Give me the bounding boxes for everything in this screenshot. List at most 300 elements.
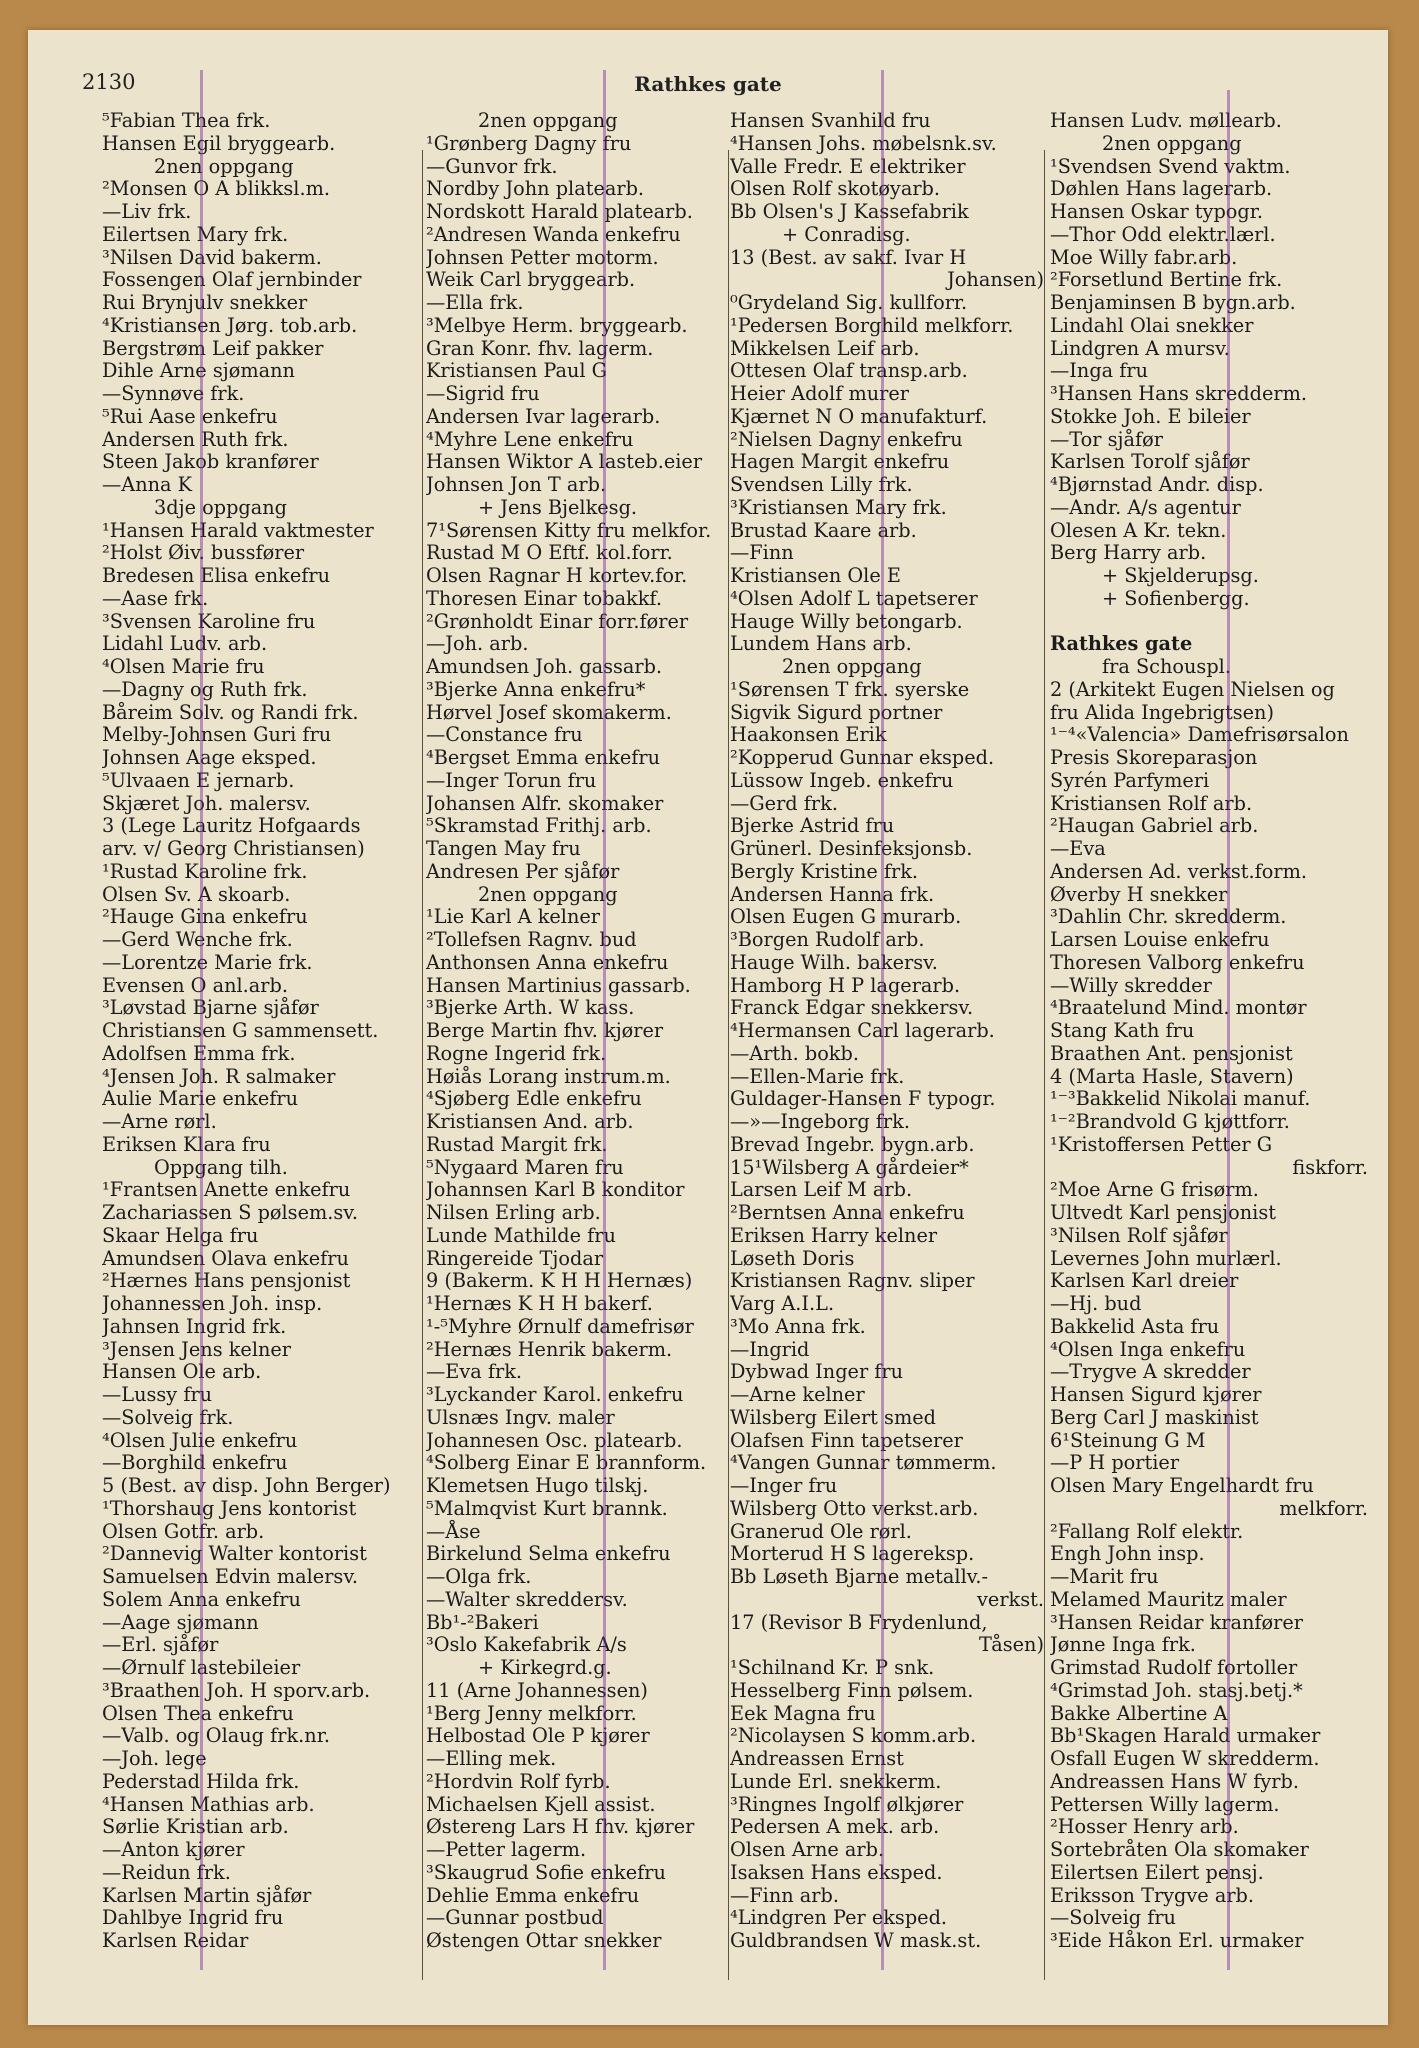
directory-entry: Andresen Per sjåfør (426, 859, 620, 883)
directory-entry: 3 (Lege Lauritz Hofgaards (102, 814, 361, 838)
directory-entry: Valle Fredr. E elektriker (730, 154, 966, 178)
directory-entry: Bjerke Astrid fru (730, 814, 895, 838)
directory-entry: Båreim Solv. og Randi frk. (102, 700, 359, 724)
directory-entry: Thoresen Einar tobakkf. (426, 586, 663, 610)
directory-entry: Sortebråten Ola skomaker (1050, 1838, 1309, 1861)
directory-entry: 3dje oppgang (154, 495, 288, 519)
directory-entry: Rui Brynjulv snekker (102, 291, 308, 314)
directory-entry: Steen Jakob kranfører (102, 450, 319, 474)
directory-entry: —Willy skredder (1050, 973, 1212, 997)
directory-entry: Skjæret Joh. malersv. (102, 791, 311, 815)
directory-entry: Hansen Wiktor A lasteb.eier (426, 450, 703, 474)
directory-entry: Ultvedt Karl pensjonist (1050, 1201, 1276, 1224)
directory-entry: ²Andresen Wanda enkefru (426, 222, 681, 246)
directory-entry: Pettersen Willy lagerm. (1050, 1792, 1280, 1816)
directory-entry: ¹⁻³Bakkelid Nikolai manuf. (1050, 1087, 1311, 1111)
directory-entry: Eek Magna fru (730, 1701, 876, 1725)
directory-entry: Pedersen A mek. arb. (730, 1815, 940, 1839)
directory-entry: ²Moe Arne G frisørm. (1050, 1178, 1259, 1202)
directory-entry: Andersen Hanna frk. (730, 882, 935, 906)
directory-entry: Karlsen Torolf sjåfør (1050, 450, 1250, 474)
directory-entry: Østereng Lars H fhv. kjører (426, 1815, 695, 1839)
directory-entry: arv. v/ Georg Christiansen) (102, 837, 365, 860)
directory-entry: ²Hernæs Henrik bakerm. (426, 1337, 673, 1361)
column-divider (422, 150, 423, 1980)
directory-entry: 2 (Arkitekt Eugen Nielsen og (1050, 677, 1335, 701)
directory-entry: Braathen Ant. pensjonist (1050, 1041, 1293, 1065)
directory-entry: Franck Edgar snekkersv. (730, 996, 974, 1020)
directory-entry: —Andr. A/s agentur (1050, 495, 1241, 519)
directory-entry: Bb Olsen's J Kassefabrik (730, 200, 969, 223)
directory-entry: ²Kopperud Gunnar eksped. (730, 746, 995, 769)
directory-entry: —Eva (1050, 837, 1106, 860)
directory-entry: Eilertsen Eilert pensj. (1050, 1860, 1264, 1884)
directory-entry: Brustad Kaare arb. (730, 518, 917, 542)
directory-entry: —Walter skreddersv. (426, 1587, 628, 1611)
directory-entry: Hansen Ole arb. (102, 1360, 262, 1384)
directory-entry: Johansen Alfr. skomaker (426, 791, 664, 815)
page-number: 2130 (82, 70, 136, 94)
directory-entry: Olsen Rolf skotøyarb. (730, 177, 941, 201)
directory-entry: + Skjelderupsg. (1102, 564, 1259, 587)
directory-entry: Rathkes gate (1050, 632, 1193, 656)
directory-entry: Hansen Ludv. møllearb. (1050, 110, 1282, 132)
directory-entry: Rogne Ingerid frk. (426, 1041, 607, 1065)
directory-entry: —P H portier (1050, 1451, 1180, 1475)
directory-entry: Mikkelsen Leif arb. (730, 336, 920, 360)
directory-entry: ⁴Bergset Emma enkefru (426, 746, 661, 769)
directory-entry: Granerud Ole rørl. (730, 1519, 912, 1543)
directory-entry: —Anton kjører (102, 1838, 245, 1861)
directory-entry: ²Fallang Rolf elektr. (1050, 1519, 1244, 1543)
directory-entry: Ringereide Tjodar (426, 1246, 604, 1270)
directory-entry: ¹Frantsen Anette enkefru (102, 1178, 351, 1202)
directory-entry: ⁵Skramstad Frithj. arb. (426, 814, 652, 838)
directory-entry: Døhlen Hans lagerarb. (1050, 177, 1273, 201)
directory-entry: —Gerd frk. (730, 791, 838, 815)
directory-entry: Ulsnæs Ingv. maler (426, 1405, 615, 1429)
directory-entry: Amundsen Joh. gassarb. (426, 655, 663, 678)
directory-entry: fiskforr. (1292, 1155, 1368, 1179)
directory-entry: —Lorentze Marie frk. (102, 950, 313, 974)
directory-entry: Larsen Louise enkefru (1050, 928, 1270, 951)
directory-entry: Gran Konr. fhv. lagerm. (426, 336, 654, 360)
directory-entry: + Conradisg. (782, 222, 911, 246)
directory-entry: Hansen Martinius gassarb. (426, 973, 691, 997)
directory-entry: —Eva frk. (426, 1360, 523, 1384)
directory-entry: Dybwad Inger fru (730, 1360, 904, 1384)
directory-entry: ¹Svendsen Svend vaktm. (1050, 154, 1291, 178)
directory-entry: Olsen Ragnar H kortev.for. (426, 564, 688, 587)
directory-entry: ⁴Hermansen Carl lagerarb. (730, 1019, 995, 1042)
directory-entry: ¹Hernæs K H H bakerf. (426, 1292, 653, 1315)
directory-entry: Svendsen Lilly frk. (730, 473, 913, 496)
directory-entry: Morterud H S lagereksp. (730, 1542, 975, 1566)
directory-entry: Levernes John murlærl. (1050, 1246, 1282, 1270)
directory-entry: Osfall Eugen W skredderm. (1050, 1747, 1320, 1770)
directory-entry: Jønne Inga frk. (1050, 1633, 1196, 1657)
directory-entry: ³Lyckander Karol. enkefru (426, 1383, 684, 1406)
directory-entry: —Aase frk. (102, 586, 209, 610)
directory-entry: ³Bjerke Anna enkefru* (426, 677, 646, 701)
directory-entry: ²Haugan Gabriel arb. (1050, 814, 1259, 838)
pen-mark (881, 70, 884, 1970)
directory-entry: —Joh. arb. (426, 632, 529, 656)
directory-column-1 (102, 110, 414, 1990)
directory-entry: verkst. (977, 1587, 1044, 1611)
directory-entry: ²Hordvin Rolf fyrb. (426, 1769, 611, 1793)
directory-entry: Varg A.I.L. (730, 1292, 835, 1315)
directory-entry: ³Svensen Karoline fru (102, 609, 316, 633)
directory-entry: ¹Hansen Harald vaktmester (102, 518, 374, 542)
directory-entry: 2nen oppgang (782, 655, 922, 678)
directory-entry: —Arth. bokb. (730, 1041, 859, 1065)
directory-entry (1050, 611, 1372, 634)
directory-entry: —Åse (426, 1519, 481, 1543)
directory-entry: Bb¹-²Bakeri (426, 1610, 539, 1634)
directory-entry: ¹-⁵Myhre Ørnulf damefrisør (426, 1314, 694, 1338)
directory-entry: + Jens Bjelkesg. (478, 495, 638, 519)
directory-entry: Karlsen Reidar (102, 1929, 249, 1952)
directory-entry: Johannessen Joh. insp. (102, 1292, 323, 1315)
directory-entry: ¹Berg Jenny melkforr. (426, 1701, 637, 1725)
directory-entry: Michaelsen Kjell assist. (426, 1792, 656, 1816)
directory-entry: ³Hansen Reidar kranfører (1050, 1610, 1303, 1634)
directory-entry: 2nen oppgang (1102, 131, 1242, 155)
directory-entry: ³Kristiansen Mary frk. (730, 495, 947, 519)
directory-entry: ⁴Olsen Julie enkefru (102, 1428, 298, 1452)
directory-entry: Kjærnet N O manufakturf. (730, 404, 988, 428)
directory-entry: —Valb. og Olaug frk.nr. (102, 1724, 330, 1748)
directory-entry: ²Holst Øiv. bussfører (102, 541, 305, 565)
directory-entry: Lunde Erl. snekkerm. (730, 1769, 942, 1793)
directory-entry: ⁴Grimstad Joh. stasj.betj.* (1050, 1678, 1303, 1702)
directory-entry: Johannsen Karl B konditor (426, 1178, 685, 1202)
directory-entry: —Inger fru (730, 1474, 838, 1497)
directory-entry: ⁴Myhre Lene enkefru (426, 427, 634, 451)
directory-entry: Andersen Ivar lagerarb. (426, 404, 661, 428)
directory-entry: Kristiansen Rolf arb. (1050, 791, 1253, 815)
pen-mark (603, 70, 606, 1970)
directory-entry: Rustad Margit frk. (426, 1132, 608, 1156)
directory-entry: —Inger Torun fru (426, 768, 597, 792)
directory-entry: Larsen Leif M arb. (730, 1178, 913, 1202)
directory-entry: + Kirkegrd.g. (478, 1656, 612, 1679)
directory-entry: ²Nicolaysen S komm.arb. (730, 1724, 977, 1748)
directory-entry: 7¹Sørensen Kitty fru melkfor. (426, 518, 712, 542)
directory-entry: —Trygve A skredder (1050, 1360, 1251, 1384)
directory-entry: ⁴Olsen Marie fru (102, 655, 265, 678)
directory-entry: —Arne kelner (730, 1383, 865, 1406)
directory-entry: —Ella frk. (426, 291, 524, 314)
directory-entry: —Hj. bud (1050, 1292, 1142, 1315)
directory-entry: ³Bjerke Arth. W kass. (426, 996, 635, 1020)
directory-entry: ³Oslo Kakefabrik A/s (426, 1633, 627, 1657)
directory-entry: Lindgren A mursv. (1050, 336, 1230, 360)
directory-entry: Olesen A Kr. tekn. (1050, 518, 1227, 542)
directory-entry: 15¹Wilsberg A gårdeier* (730, 1155, 969, 1179)
directory-entry: Andreassen Ernst (730, 1747, 904, 1770)
directory-entry: Hauge Wilh. bakersv. (730, 950, 938, 974)
directory-entry: Skaar Helga fru (102, 1223, 259, 1247)
directory-entry: Kristiansen Ole E (730, 564, 901, 587)
directory-entry: —Liv frk. (102, 200, 192, 223)
directory-entry: —Elling mek. (426, 1747, 557, 1770)
directory-entry: 2nen oppgang (154, 154, 294, 178)
directory-entry: ¹Thorshaug Jens kontorist (102, 1496, 357, 1520)
page-title: Rathkes gate (634, 72, 782, 96)
directory-entry: Adolfsen Emma frk. (102, 1041, 296, 1065)
directory-entry: Lüssow Ingeb. enkefru (730, 768, 954, 792)
directory-entry: Eriksen Klara fru (102, 1132, 271, 1156)
directory-entry: Heier Adolf murer (730, 382, 910, 405)
directory-entry: —Gunvor frk. (426, 154, 558, 178)
directory-entry: Evensen O anl.arb. (102, 973, 288, 997)
directory-entry: ³Nilsen David bakerm. (102, 245, 322, 269)
directory-entry: 4 (Marta Hasle, Stavern) (1050, 1064, 1294, 1088)
directory-entry: Berg Carl J maskinist (1050, 1405, 1259, 1429)
directory-entry: Eilertsen Mary frk. (102, 222, 289, 246)
directory-entry: Christiansen G sammensett. (102, 1019, 379, 1042)
directory-entry: —Gunnar postbud (426, 1906, 604, 1930)
directory-entry: Zachariassen S pølsem.sv. (102, 1201, 359, 1224)
directory-entry: ¹⁻⁴«Valencia» Damefrisørsalon (1050, 723, 1349, 747)
directory-entry: ⁴Vangen Gunnar tømmerm. (730, 1451, 997, 1475)
directory-entry: Samuelsen Edvin malersv. (102, 1565, 359, 1588)
directory-entry: ⁴Solberg Einar E brannform. (426, 1451, 707, 1475)
directory-entry: Fossengen Olaf jernbinder (102, 268, 362, 292)
directory-entry: Amundsen Olava enkefru (102, 1246, 349, 1270)
directory-entry: Solem Anna enkefru (102, 1587, 301, 1611)
directory-entry: Helbostad Ole P kjører (426, 1724, 650, 1748)
directory-entry: 11 (Arne Johannessen) (426, 1678, 648, 1702)
directory-entry: —Petter lagerm. (426, 1838, 587, 1861)
directory-entry: —Ellen-Marie frk. (730, 1064, 905, 1088)
directory-entry: ³Melbye Herm. bryggearb. (426, 313, 688, 337)
directory-entry: —»—Ingeborg frk. (730, 1110, 910, 1133)
directory-entry: ⁴Hansen Johs. møbelsnk.sv. (730, 131, 997, 155)
directory-entry: Weik Carl bryggearb. (426, 268, 636, 292)
directory-entry: —Synnøve frk. (102, 382, 245, 405)
directory-entry: ⁵Fabian Thea frk. (102, 110, 271, 132)
directory-entry: ³Hansen Hans skredderm. (1050, 382, 1307, 405)
directory-entry: —Ørnulf lastebileier (102, 1656, 301, 1679)
directory-entry: 9 (Bakerm. K H H Hernæs) (426, 1269, 693, 1293)
directory-entry: Nordby John platearb. (426, 177, 645, 201)
directory-column-3 (730, 110, 1048, 1990)
directory-entry: ²Grønholdt Einar forr.fører (426, 609, 689, 633)
directory-entry: Hamborg H P lagerarb. (730, 973, 961, 997)
directory-entry: —Ingrid (730, 1337, 810, 1361)
directory-entry: ¹Schilnand Kr. P snk. (730, 1656, 935, 1679)
directory-column-2 (426, 110, 744, 1990)
directory-entry: Nilsen Erling arb. (426, 1201, 601, 1224)
directory-entry: —Anna K (102, 473, 193, 496)
directory-entry: Olafsen Finn tapetserer (730, 1428, 963, 1452)
pen-mark (200, 70, 203, 1970)
directory-entry: —Dagny og Ruth frk. (102, 677, 308, 701)
directory-entry: Wilsberg Otto verkst.arb. (730, 1496, 979, 1520)
directory-entry: Johnsen Aage eksped. (102, 746, 317, 769)
directory-entry: Johnsen Jon T arb. (426, 473, 607, 496)
directory-entry: 13 (Best. av sakf. Ivar H (730, 245, 967, 269)
directory-entry: Klemetsen Hugo tilskj. (426, 1474, 649, 1497)
directory-entry: 6¹Steinung G M (1050, 1428, 1206, 1452)
directory-entry: —Aage sjømann (102, 1610, 259, 1634)
directory-entry: ²Hosser Henry arb. (1050, 1815, 1239, 1839)
directory-entry: ²Tollefsen Ragnv. bud (426, 928, 637, 951)
directory-entry: Engh John insp. (1050, 1542, 1205, 1566)
directory-entry: Pederstad Hilda frk. (102, 1769, 300, 1793)
directory-entry: ⁴Olsen Adolf L tapetserer (730, 586, 978, 610)
directory-entry: Johannesen Osc. platearb. (426, 1428, 683, 1452)
directory-entry: Kristiansen And. arb. (426, 1110, 634, 1133)
directory-entry: Hansen Egil bryggearb. (102, 131, 336, 155)
directory-entry: Hauge Willy betongarb. (730, 609, 963, 633)
directory-entry: Grimstad Rudolf fortoller (1050, 1656, 1298, 1679)
directory-entry: Olsen Thea enkefru (102, 1701, 294, 1725)
directory-entry: Hansen Oskar typogr. (1050, 200, 1263, 223)
directory-entry: Lunde Mathilde fru (426, 1223, 616, 1247)
directory-entry: Eriksson Trygve arb. (1050, 1883, 1255, 1907)
directory-entry: ⁵Ulvaaen E jernarb. (102, 768, 295, 792)
directory-entry: ²Dannevig Walter kontorist (102, 1542, 367, 1566)
directory-entry: fra Schouspl. (1102, 655, 1231, 678)
directory-entry: Høiås Lorang instrum.m. (426, 1064, 671, 1088)
directory-entry: ¹Lie Karl A kelner (426, 905, 601, 929)
directory-entry: ¹Kristoffersen Petter G (1050, 1132, 1273, 1156)
directory-entry: Eriksen Harry kelner (730, 1223, 938, 1247)
directory-entry: Bb Løseth Bjarne metallv.- (730, 1565, 988, 1588)
directory-entry: Lindahl Olai snekker (1050, 313, 1254, 337)
directory-entry: ²Monsen O A blikksl.m. (102, 177, 330, 201)
directory-entry: Presis Skoreparasjon (1050, 746, 1258, 769)
directory-entry: ³Braathen Joh. H sporv.arb. (102, 1678, 371, 1702)
directory-entry: ⁵Nygaard Maren fru (426, 1155, 624, 1179)
directory-column-4 (1050, 110, 1372, 1990)
directory-entry: 2nen oppgang (478, 110, 618, 132)
directory-entry: ²Forsetlund Bertine frk. (1050, 268, 1283, 292)
directory-entry: Olsen Gotfr. arb. (102, 1519, 265, 1543)
directory-entry: ⁴Olsen Inga enkefru (1050, 1337, 1246, 1361)
directory-entry: Øverby H snekker (1050, 882, 1228, 906)
directory-entry: ⁴Hansen Mathias arb. (102, 1792, 315, 1816)
directory-entry: Ottesen Olaf transp.arb. (730, 359, 968, 383)
directory-entry: ³Jensen Jens kelner (102, 1337, 292, 1361)
directory-entry: Bb¹Skagen Harald urmaker (1050, 1724, 1321, 1748)
directory-entry: Brevad Ingebr. bygn.arb. (730, 1132, 975, 1156)
directory-entry: ²Berntsen Anna enkefru (730, 1201, 965, 1224)
directory-entry: ²Hærnes Hans pensjonist (102, 1269, 351, 1293)
directory-entry: Kristiansen Paul G (426, 359, 608, 383)
directory-entry: Rustad M O Eftf. kol.forr. (426, 541, 673, 565)
directory-entry: Hansen Svanhild fru (730, 110, 931, 132)
directory-entry: ³Borgen Rudolf arb. (730, 928, 925, 951)
directory-entry: Sørlie Kristian arb. (102, 1815, 289, 1839)
directory-entry: ⁵Malmqvist Kurt brannk. (426, 1496, 668, 1520)
directory-entry: Løseth Doris (730, 1246, 855, 1270)
directory-entry: Jahnsen Ingrid frk. (102, 1314, 287, 1338)
directory-entry: Grünerl. Desinfeksjonsb. (730, 837, 973, 860)
directory-entry: ⁴Braatelund Mind. montør (1050, 996, 1307, 1020)
directory-entry: Dihle Arne sjømann (102, 359, 295, 383)
directory-entry: Isaksen Hans eksped. (730, 1860, 943, 1884)
directory-entry: ⁴Bjørnstad Andr. disp. (1050, 473, 1264, 496)
directory-entry: Bakkelid Asta fru (1050, 1314, 1220, 1338)
directory-entry: —Inga fru (1050, 359, 1149, 383)
directory-entry: ⁰Grydeland Sig. kullforr. (730, 291, 968, 314)
directory-entry: Hesselberg Finn pølsem. (730, 1678, 974, 1702)
directory-entry: Melby-Johnsen Guri fru (102, 723, 332, 747)
directory-entry: ³Løvstad Bjarne sjåfør (102, 996, 319, 1020)
directory-entry: ⁴Kristiansen Jørg. tob.arb. (102, 313, 358, 337)
directory-entry: ³Ringnes Ingolf ølkjører (730, 1792, 964, 1816)
directory-entry: fru Alida Ingebrigtsen) (1050, 700, 1274, 724)
directory-entry: ¹⁻²Brandvold G kjøttforr. (1050, 1110, 1290, 1133)
directory-entry: Nordskott Harald platearb. (426, 200, 693, 223)
directory-entry: —Reidun frk. (102, 1860, 231, 1884)
directory-entry: —Finn (730, 541, 794, 565)
directory-entry: Haakonsen Erik (730, 723, 887, 747)
directory-entry: Anthonsen Anna enkefru (426, 950, 669, 974)
directory-entry: Guldager-Hansen F typogr. (730, 1087, 996, 1111)
directory-entry: Karlsen Karl dreier (1050, 1269, 1239, 1293)
directory-entry: Olsen Sv. A skoarb. (102, 882, 291, 906)
page-header (28, 70, 1388, 110)
directory-entry: Bergly Kristine frk. (730, 859, 919, 883)
directory-entry: Olsen Mary Engelhardt fru (1050, 1474, 1314, 1497)
directory-entry: ³Dahlin Chr. skredderm. (1050, 905, 1287, 929)
directory-entry: Birkelund Selma enkefru (426, 1542, 671, 1566)
directory-entry: ³Mo Anna frk. (730, 1314, 866, 1338)
directory-entry: + Sofienbergg. (1102, 586, 1250, 610)
directory-entry: Thoresen Valborg enkefru (1050, 950, 1305, 974)
directory-entry: —Gerd Wenche frk. (102, 928, 293, 951)
directory-entry: Karlsen Martin sjåfør (102, 1883, 312, 1907)
directory-entry: Wilsberg Eilert smed (730, 1405, 936, 1429)
pen-mark (1227, 90, 1230, 1970)
directory-entry: ²Hauge Gina enkefru (102, 905, 308, 929)
directory-entry: ³Skaugrud Sofie enkefru (426, 1860, 666, 1884)
directory-entry: Østengen Ottar snekker (426, 1929, 662, 1952)
directory-entry: Lundem Hans arb. (730, 632, 912, 656)
directory-entry: Berge Martin fhv. kjører (426, 1019, 664, 1042)
directory-entry: Kristiansen Ragnv. sliper (730, 1269, 975, 1293)
directory-entry: Bakke Albertine A (1050, 1701, 1228, 1725)
directory-entry: ¹Sørensen T frk. syerske (730, 677, 970, 701)
directory-entry: 17 (Revisor B Frydenlund, (730, 1610, 988, 1634)
directory-entry: Moe Willy fabr.arb. (1050, 245, 1238, 269)
directory-entry: 2nen oppgang (478, 882, 618, 906)
directory-entry: Johnsen Petter motorm. (426, 245, 659, 269)
directory-entry: —Finn arb. (730, 1883, 839, 1907)
directory-entry: Berg Harry arb. (1050, 541, 1207, 565)
directory-entry: —Solveig fru (1050, 1906, 1176, 1930)
directory-entry: Melamed Mauritz maler (1050, 1587, 1287, 1611)
directory-entry: ⁴Sjøberg Edle enkefru (426, 1087, 642, 1111)
directory-entry: Dahlbye Ingrid fru (102, 1906, 284, 1930)
directory-entry: Lidahl Ludv. arb. (102, 632, 268, 656)
directory-entry: —Sigrid fru (426, 382, 540, 405)
directory-entry: ⁴Lindgren Per ekspеd. (730, 1906, 948, 1930)
directory-entry: Hørvel Josef skomakerm. (426, 700, 672, 724)
directory-entry: —Borghild enkefru (102, 1451, 288, 1475)
directory-entry: Hagen Margit enkefru (730, 450, 950, 474)
directory-entry: ⁵Rui Aase enkefru (102, 404, 278, 428)
directory-entry: Bredesen Elisa enkefru (102, 564, 331, 587)
directory-entry: ²Nielsen Dagny enkefru (730, 427, 963, 451)
directory-entry: Bergstrøm Leif pakker (102, 336, 324, 360)
